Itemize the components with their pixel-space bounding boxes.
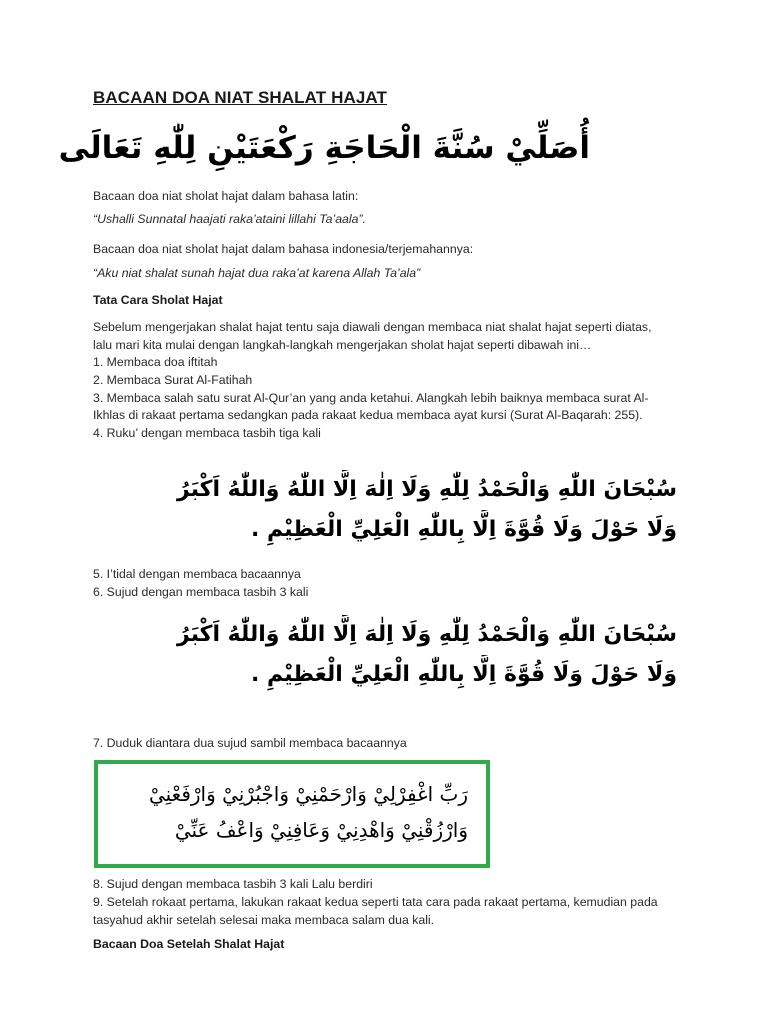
duduk-line-2: وَارْزُقْنِيْ وَاهْدِنِيْ وَعَافِنِيْ وَاعْفُ عَنِّيْ <box>174 818 468 842</box>
tasbih-line-1: سُبْحَانَ اللّٰهِ وَالْحَمْدُ لِلّٰهِ وَلَا اِلٰهَ اِلَّا اللّٰهُ وَاللّٰهُ اَكْبَرُ <box>177 622 677 647</box>
tasbih-line-2: وَلَا حَوْلَ وَلَا قُوَّةَ اِلَّا بِاللّٰهِ الْعَلِيِّ الْعَظِيْمِ . <box>250 662 677 687</box>
steps-list-a <box>93 354 668 443</box>
list-item: 3. Membaca salah satu surat Al-Qur’an yang anda ketahui. Alangkah lebih baiknya membaca surat Al-Ikhlas di rakaat pertama sedangkan pada rakaat kedua membaca ayat kursi (Surat Al-Baqarah: 255). <box>93 390 649 423</box>
tasbih-line-1: سُبْحَانَ اللّٰهِ وَالْحَمْدُ لِلّٰهِ وَلَا اِلٰهَ اِلَّا اللّٰهُ وَاللّٰهُ اَكْبَرُ <box>177 477 677 502</box>
intro-paragraph: Sebelum mengerjakan shalat hajat tentu saja diawali dengan membaca niat shalat hajat seperti diatas, lalu mari kita mulai dengan langkah-langkah mengerjakan sholat hajat seperti dibawah ini… <box>93 320 652 352</box>
latin-text: “Ushalli Sunnatal haajati raka’ataini lillahi Ta’aala”. <box>93 212 366 226</box>
indo-intro: Bacaan doa niat sholat hajat dalam bahasa indonesia/terjemahannya: <box>93 242 474 256</box>
indo-text: “Aku niat shalat sunah hajat dua raka’at karena Allah Ta’ala” <box>93 266 421 280</box>
step-7: 7. Duduk diantara dua sujud sambil membaca bacaannya <box>93 736 407 750</box>
duduk-doa-box <box>94 760 490 868</box>
list-item: 2. Membaca Surat Al-Fatihah <box>93 372 253 387</box>
tasbih-arabic-block <box>97 470 677 560</box>
section-doa-setelah-heading: Bacaan Doa Setelah Shalat Hajat <box>93 937 285 951</box>
list-item: 9. Setelah rokaat pertama, lakukan rakaat kedua seperti tata cara pada rakaat pertama, kemudian pada tasyahud akhir setelah selesai maka membaca salam dua kali. <box>93 894 658 927</box>
niat-arabic-text: أُصَلِّيْ سُنَّةَ الْحَاجَةِ رَكْعَتَيْنِ لِلّٰهِ تَعَالَى <box>58 130 590 166</box>
tasbih-line-2: وَلَا حَوْلَ وَلَا قُوَّةَ اِلَّا بِاللّٰهِ الْعَلِيِّ الْعَظِيْمِ . <box>250 517 677 542</box>
list-item: 6. Sujud dengan membaca tasbih 3 kali <box>93 584 309 599</box>
section-tata-cara-heading: Tata Cara Sholat Hajat <box>93 293 223 307</box>
list-item: 5. I’tidal dengan membaca bacaannya <box>93 567 301 581</box>
list-item: 8. Sujud dengan membaca tasbih 3 kali Lalu berdiri <box>93 877 373 891</box>
list-item: 1. Membaca doa iftitah <box>93 355 218 369</box>
document-title: BACAAN DOA NIAT SHALAT HAJAT <box>93 88 387 107</box>
duduk-arabic-text <box>108 776 468 848</box>
steps-list-b <box>93 566 668 602</box>
duduk-line-1: رَبِّ اغْفِرْلِيْ وَارْحَمْنِيْ وَاجْبُرْنِيْ وَارْفَعْنِيْ <box>148 782 468 806</box>
steps-list-c <box>93 876 668 929</box>
list-item: 4. Ruku’ dengan membaca tasbih tiga kali <box>93 426 321 441</box>
latin-intro: Bacaan doa niat sholat hajat dalam bahasa latin: <box>93 189 359 203</box>
tasbih-arabic-block-2 <box>97 615 677 705</box>
